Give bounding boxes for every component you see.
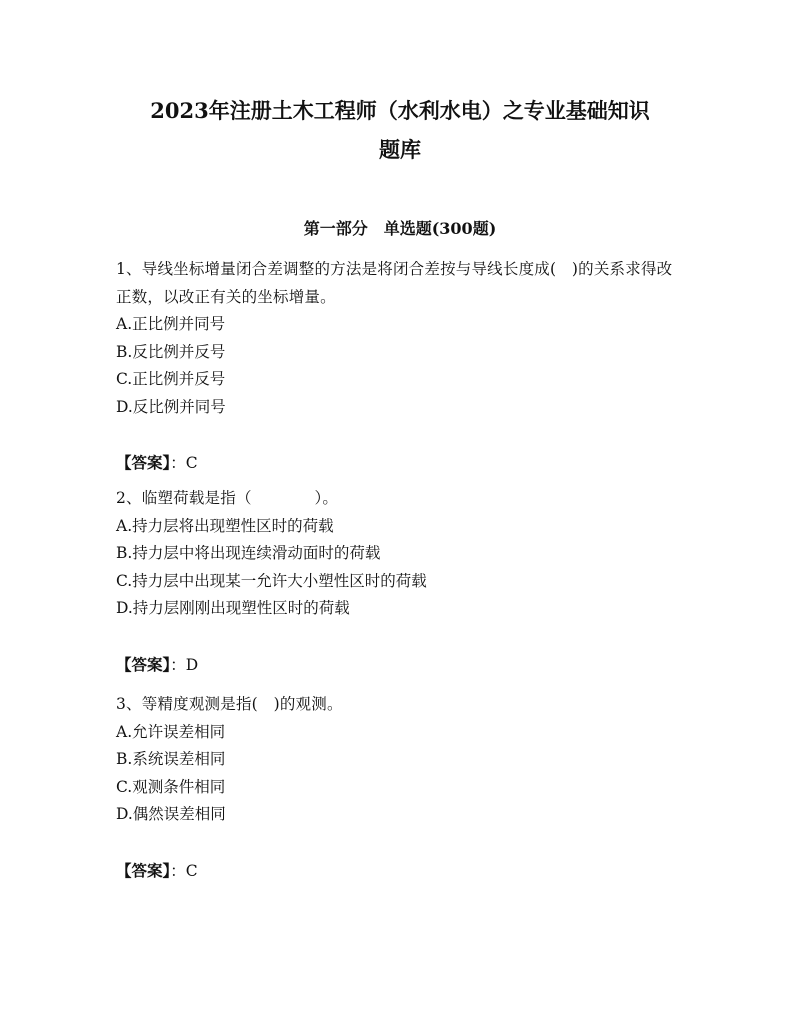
question-2 xyxy=(116,485,686,679)
option-a: A.正比例并同号 xyxy=(116,315,226,333)
answer-label: 【答案】 xyxy=(116,453,171,472)
answer-label: 【答案】 xyxy=(116,654,171,674)
answer-line xyxy=(116,651,686,680)
answer-value: ：C xyxy=(170,861,198,880)
answer-value: ：D xyxy=(170,655,199,674)
question-stem: 1、导线坐标增量闭合差调整的方法是将闭合差按与导线长度成( )的关系求得改正数，以改正有关的坐标增量。 xyxy=(116,260,673,306)
question-stem: 3、等精度观测是指( )的观测。 xyxy=(116,695,343,713)
option-d: D.偶然误差相同 xyxy=(116,805,226,823)
answer-label: 【答案】 xyxy=(116,860,171,880)
section-heading: 第一部分 单选题(300题) xyxy=(303,219,497,238)
question-1 xyxy=(116,256,686,478)
answer-line xyxy=(116,449,686,478)
answer-line xyxy=(116,857,686,886)
option-b: B.系统误差相同 xyxy=(116,750,226,768)
option-c: C.正比例并反号 xyxy=(116,370,226,388)
option-b: B.反比例并反号 xyxy=(116,342,226,361)
document-title-line-2: 题库 xyxy=(379,137,421,162)
document-title-line-1: 2023年注册土木工程师（水利水电）之专业基础知识 xyxy=(150,98,650,123)
answer-value: ：C xyxy=(170,454,198,472)
question-3 xyxy=(116,691,686,885)
option-c: C.观测条件相同 xyxy=(116,777,226,796)
document-title xyxy=(100,91,700,169)
option-c: C.持力层中出现某一允许大小塑性区时的荷载 xyxy=(116,571,427,590)
option-d: D.持力层刚刚出现塑性区时的荷载 xyxy=(116,599,350,617)
option-a: A.允许误差相同 xyxy=(116,722,226,741)
option-b: B.持力层中将出现连续滑动面时的荷载 xyxy=(116,544,381,562)
option-d: D.反比例并同号 xyxy=(116,397,226,416)
option-a: A.持力层将出现塑性区时的荷载 xyxy=(116,516,334,535)
question-stem: 2、临塑荷载是指（ ）。 xyxy=(116,489,339,507)
